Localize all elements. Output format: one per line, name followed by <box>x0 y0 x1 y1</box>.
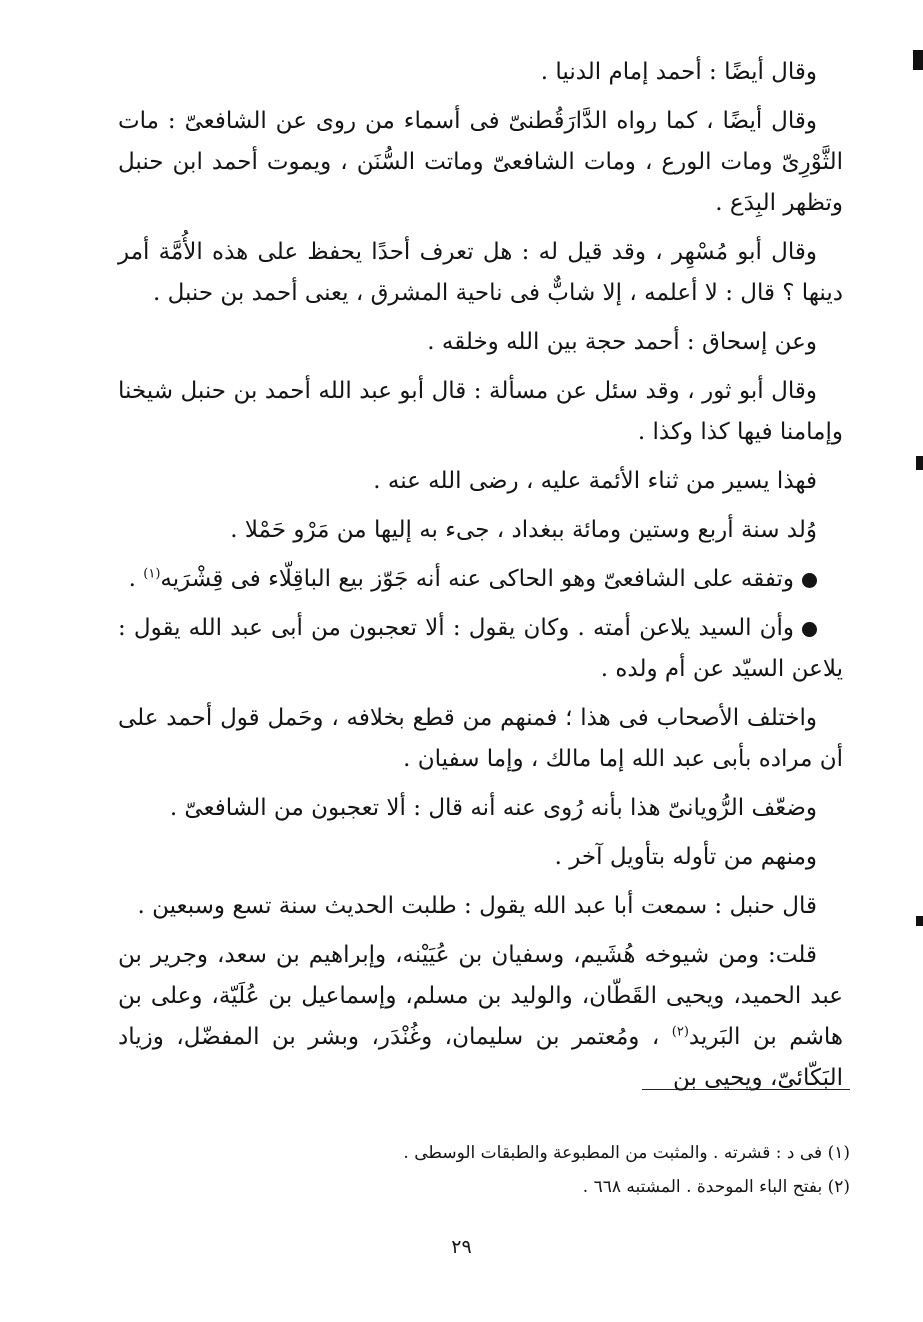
paragraph <box>118 935 843 1099</box>
bullet-icon <box>802 622 817 637</box>
scan-edge-mark <box>913 50 923 70</box>
paragraph-text: قلت: ومن شيوخه هُشَيم، وسفيان بن عُيَيْنه، وإبراهيم بن سعد، وجرير بن عبد الحميد، ويحيى القَطّان، والوليد بن مسلم، وإسماعيل بن عُلَيّة، وعلى بن هاشم بن البَريد <box>118 942 843 1050</box>
bullet-paragraph <box>118 608 843 690</box>
scan-edge-mark <box>916 916 923 926</box>
footnote-ref[interactable]: (٢) <box>671 1024 689 1040</box>
paragraph: فهذا يسير من ثناء الأئمة عليه ، رضى الله عنه . <box>373 468 817 494</box>
footnote: (٢) بفتح الباء الموحدة . المشتبه ٦٦٨ . <box>582 1177 850 1197</box>
footnote: (١) فى د : قشرته . والمثبت من المطبوعة والطبقات الوسطى . <box>403 1143 850 1163</box>
paragraph: وقال أبو مُسْهِر ، وقد قيل له : هل تعرف أحدًا يحفظ على هذه الأُمَّة أمر دينها ؟ قال : لا أعلمه ، إلا شابٌّ فى ناحية المشرق ، يعنى أحمد بن حنبل . <box>118 239 843 306</box>
paragraph-text: وأن السيد يلاعن أمته . وكان يقول : ألا تعجبون من أبى عبد الله يقول : يلاعن السيّد عن أم ولده . <box>118 615 843 682</box>
bullet-icon <box>802 573 817 588</box>
paragraph: وعن إسحاق : أحمد حجة بين الله وخلقه . <box>427 329 817 355</box>
paragraph: وضعّف الرُّويانىّ هذا بأنه رُوى عنه أنه قال : ألا تعجبون من الشافعىّ . <box>169 795 817 821</box>
page-number: ٢٩ <box>451 1236 472 1258</box>
body-text <box>118 52 843 1107</box>
bullet-paragraph <box>118 559 843 600</box>
footnotes <box>118 1136 850 1204</box>
paragraph: وقال أيضًا ، كما رواه الدَّارَقُطنىّ فى أسماء من روى عن الشافعىّ : مات الثَّوْرِىّ ومات الورع ، ومات الشافعىّ وماتت السُّنَن ، ويموت أحمد ابن حنبل وتظهر البِدَع . <box>118 108 843 216</box>
footnote-ref[interactable]: (١) <box>143 566 161 582</box>
paragraph-text: ، ومُعتمر بن سليمان، وغُنْدَر، وبشر بن المفضّل، وزياد البَكّائىّ، ويحيى بن <box>118 1024 843 1091</box>
paragraph: ومنهم من تأوله بتأويل آخر . <box>554 844 817 870</box>
paragraph: وقال أيضًا : أحمد إمام الدنيا . <box>540 59 817 85</box>
paragraph: وقال أبو ثور ، وقد سئل عن مسألة : قال أبو عبد الله أحمد بن حنبل شيخنا وإمامنا فيها كذا وكذا . <box>118 378 843 445</box>
scan-edge-mark <box>916 456 923 470</box>
paragraph-text: وتفقه على الشافعىّ وهو الحاكى عنه أنه جَوّز بيع الباقِلّاء فى قِشْرَيه <box>160 566 794 592</box>
paragraph: وُلد سنة أربع وستين ومائة ببغداد ، جىء به إليها من مَرْو حَمْلا . <box>230 517 817 543</box>
paragraph-end: . <box>128 566 144 592</box>
paragraph: واختلف الأصحاب فى هذا ؛ فمنهم من قطع بخلافه ، وحَمل قول أحمد على أن مراده بأبى عبد الله إما مالك ، وإما سفيان . <box>118 705 843 772</box>
paragraph: قال حنبل : سمعت أبا عبد الله يقول : طلبت الحديث سنة تسع وسبعين . <box>137 893 817 919</box>
footnote-divider <box>642 1089 850 1090</box>
